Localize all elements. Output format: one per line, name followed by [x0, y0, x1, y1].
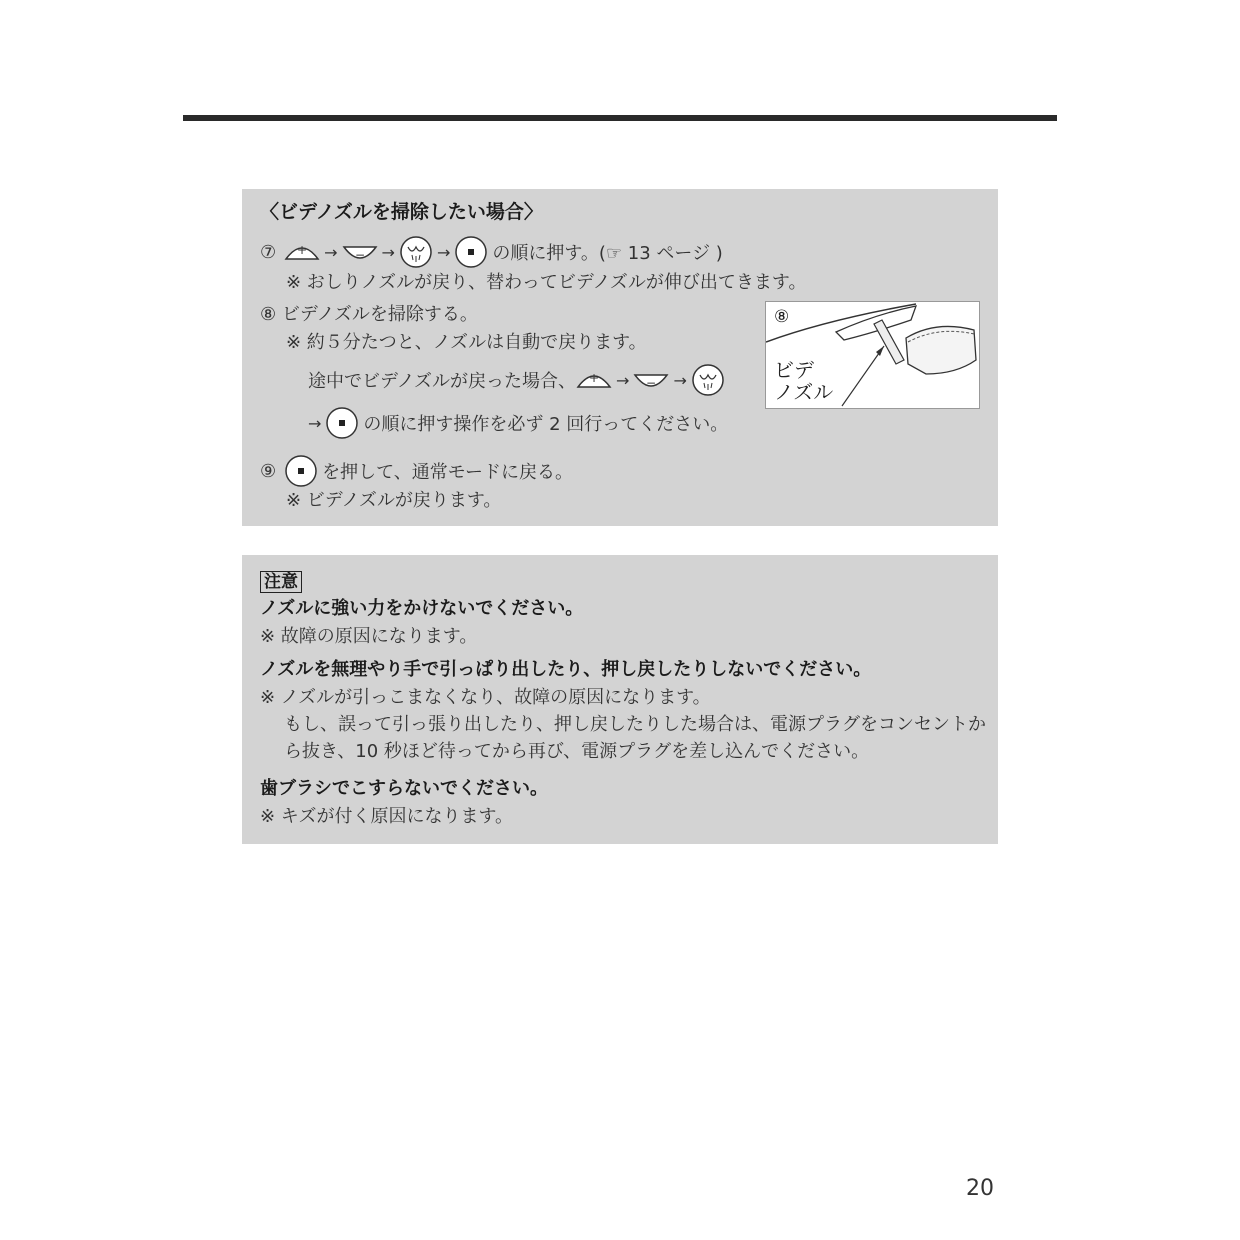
bidet-button-icon — [399, 235, 433, 269]
minus-button-icon — [342, 237, 378, 267]
step8-sub-suffix: の順に押す操作を必ず 2 回行ってください。 — [363, 414, 729, 435]
caution-section — [242, 555, 998, 844]
svg-text:−: − — [646, 376, 657, 390]
step7-row — [260, 233, 723, 271]
svg-text:+: + — [589, 371, 600, 385]
header-rule — [183, 115, 1057, 121]
arrow-right-icon: → — [308, 413, 322, 433]
step7-number: ⑦ — [260, 241, 277, 263]
arrow-right-icon: → — [436, 242, 451, 262]
caution-line: もし、誤って引っ張り出したり、押し戻したりした場合は、電源プラグをコンセントか — [284, 714, 986, 735]
caution-heading-3: 歯ブラシでこすらないでください。 — [260, 778, 548, 799]
arrow-right-icon: → — [616, 370, 630, 390]
caution-line: ※ 故障の原因になります。 — [260, 626, 478, 647]
step8-number: ⑧ — [260, 304, 277, 325]
caution-heading-2: ノズルを無理やり手で引っぱり出したり、押し戻したりしないでください。 — [260, 659, 872, 680]
step7-text: の順に押す。(☞ 13 ページ ) — [492, 243, 723, 264]
caution-line: ら抜き、10 秒ほど待ってから再び、電源プラグを差し込んでください。 — [284, 741, 870, 762]
caution-line: ※ ノズルが引っこまなくなり、故障の原因になります。 — [260, 687, 711, 708]
plus-button-icon — [284, 239, 320, 265]
illustration-label-line2: ノズル — [774, 380, 834, 404]
stop-button-icon — [284, 454, 318, 488]
step9-row — [260, 453, 573, 489]
step8-text: ビデノズルを掃除する。 — [281, 304, 478, 325]
step8-sub-row-2 — [308, 405, 728, 441]
arrow-right-icon: → — [673, 370, 687, 390]
caution-heading-1: ノズルに強い力をかけないでください。 — [260, 598, 584, 619]
section-title: 〈ビデノズルを掃除したい場合〉 — [260, 201, 543, 223]
step9-number: ⑨ — [260, 460, 277, 482]
step9-text: を押して、通常モードに戻る。 — [322, 462, 574, 483]
arrow-right-icon: → — [324, 242, 338, 262]
nozzle-illustration — [765, 301, 980, 409]
step9-note: ※ ビデノズルが戻ります。 — [286, 490, 502, 511]
bidet-cleaning-section — [242, 189, 998, 526]
caution-label: 注意 — [260, 571, 302, 593]
arrow-right-icon: → — [381, 242, 395, 262]
step8-sub-row-1 — [308, 362, 725, 398]
caution-line: ※ キズが付く原因になります。 — [260, 806, 514, 827]
illustration-number: ⑧ — [774, 307, 790, 327]
illustration-label-line1: ビデ — [774, 358, 814, 382]
svg-text:+: + — [297, 243, 308, 257]
page-number: 20 — [966, 1176, 994, 1201]
bidet-button-icon — [691, 363, 725, 397]
minus-button-icon — [633, 365, 669, 395]
step7-note: ※ おしりノズルが戻り、替わってビデノズルが伸び出てきます。 — [286, 272, 807, 293]
svg-text:−: − — [354, 248, 365, 262]
step8-sub-prefix: 途中でビデノズルが戻った場合、 — [308, 371, 577, 392]
plus-button-icon — [576, 367, 612, 393]
stop-button-icon — [325, 406, 359, 440]
stop-button-icon — [454, 235, 488, 269]
step8-title — [260, 303, 478, 327]
step8-note: ※ 約５分たつと、ノズルは自動で戻ります。 — [286, 332, 647, 353]
